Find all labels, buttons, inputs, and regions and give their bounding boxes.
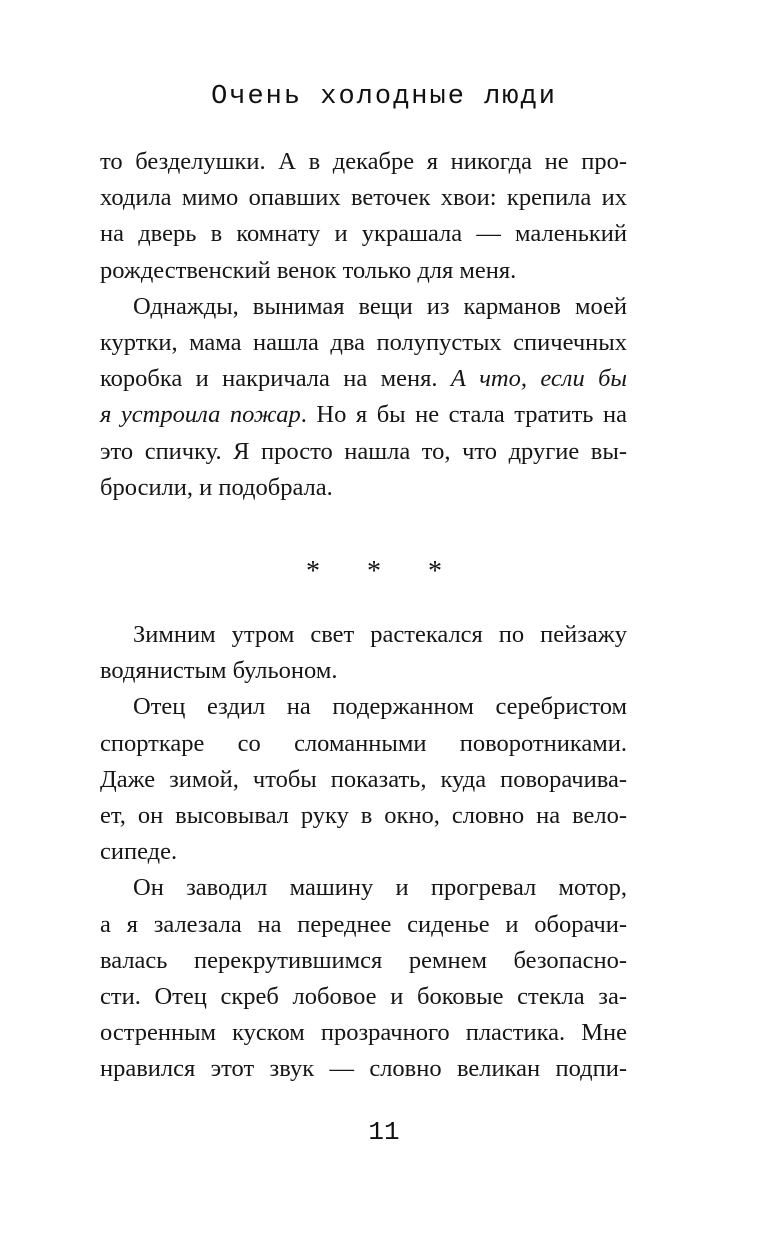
- text-line: остренным куском прозрачного пластика. Мне: [100, 1019, 627, 1047]
- text-line: Зимним утром свет растекался по пейзажу: [133, 621, 627, 648]
- text-line: водянистым бульоном.: [100, 657, 338, 685]
- text-line: куртки, мама нашла два полупустых спичечных: [100, 329, 627, 357]
- paragraph: [100, 689, 627, 870]
- text-block-top: [100, 144, 627, 506]
- text-line: ходила мимо опавших веточек хвои: крепила их: [100, 184, 627, 212]
- italic-run: А что, если бы: [450, 365, 627, 393]
- section-separator: * * *: [306, 556, 462, 587]
- page-number: 11: [368, 1117, 400, 1147]
- text-line: а я залезала на переднее сиденье и оборачи-: [100, 910, 627, 938]
- text-line: бросили, и подобрала.: [100, 473, 333, 501]
- text-line: Однажды, вынимая вещи из карманов моей: [133, 292, 627, 320]
- text-run: . Но я бы не стала тратить на: [300, 401, 628, 429]
- text-line: [100, 361, 627, 397]
- text-line: это спичку. Я просто нашла то, что другие вы-: [100, 437, 627, 465]
- text-line: на дверь в комнату и украшала — маленький: [100, 220, 627, 248]
- text-line: спорткаре со сломанными поворотниками.: [100, 729, 627, 757]
- text-line: [100, 397, 627, 433]
- text-line: Он заводил машину и прогревал мотор,: [133, 874, 627, 902]
- paragraph: [100, 617, 627, 689]
- paragraph: [100, 289, 627, 506]
- text-block-bottom: [100, 617, 627, 1088]
- text-line: сти. Отец скреб лобовое и боковые стекла за-: [100, 983, 627, 1011]
- paragraph: [100, 870, 627, 1087]
- text-line: то безделушки. А в декабре я никогда не про-: [100, 148, 627, 175]
- running-head: Очень холодные люди: [211, 82, 557, 112]
- text-line: Даже зимой, чтобы показать, куда поворачива-: [100, 765, 627, 793]
- text-line: рождественский венок только для меня.: [100, 256, 517, 284]
- text-line: нравился этот звук — словно великан подпи-: [100, 1055, 627, 1083]
- text-line: Отец ездил на подержанном серебристом: [133, 693, 627, 721]
- text-line: валась перекрутившимся ремнем безопасно-: [100, 946, 627, 974]
- text-run: коробка и накричала на меня.: [100, 365, 451, 393]
- text-line: сипеде.: [100, 838, 178, 866]
- italic-run: я устроила пожар: [100, 401, 301, 429]
- text-line: ет, он высовывал руку в окно, словно на вело-: [100, 802, 627, 830]
- paragraph: [100, 144, 627, 289]
